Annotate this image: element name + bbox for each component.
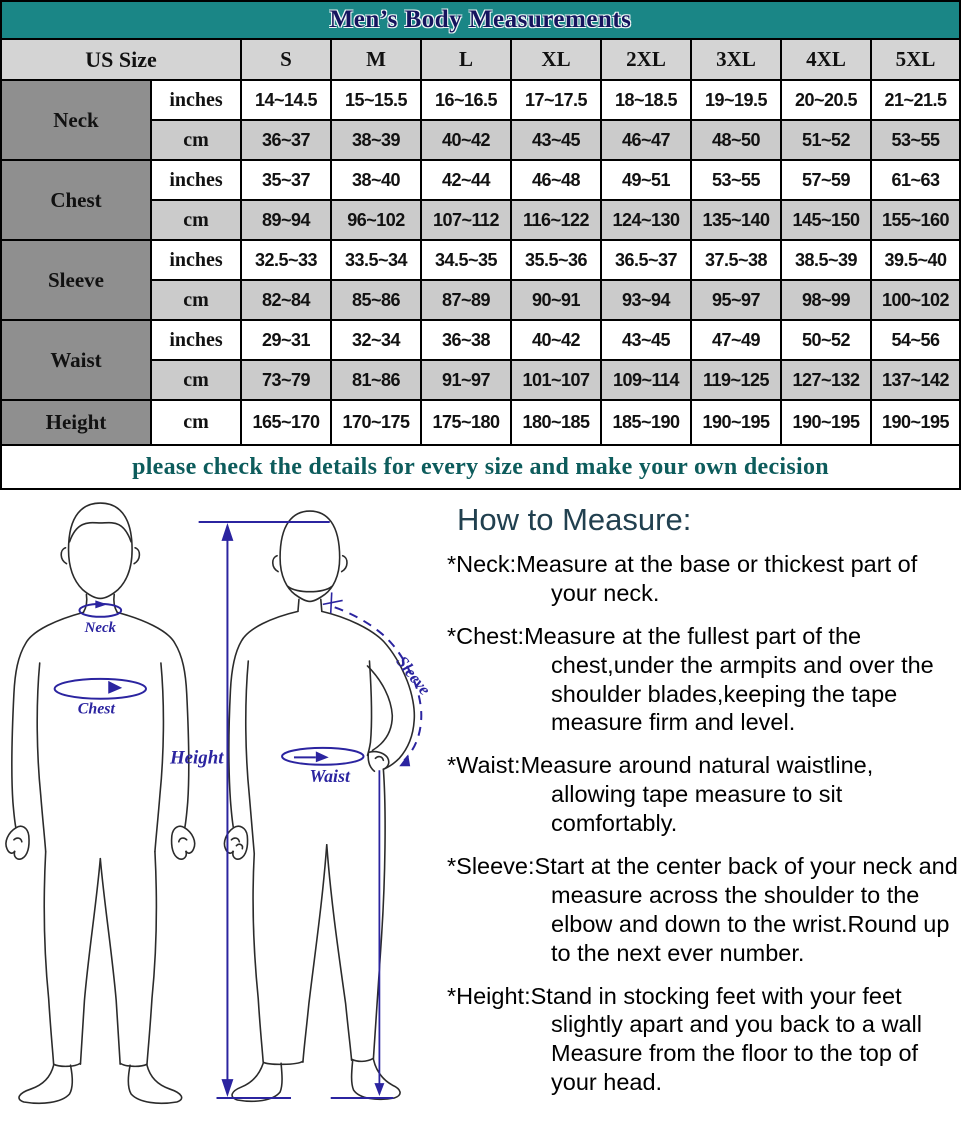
value-cell: 46~48: [511, 160, 601, 200]
measure-item-waist: [447, 751, 961, 838]
size-column-header: 2XL: [601, 39, 691, 80]
size-chart-body: [1, 1, 960, 489]
unit-label: inches: [151, 160, 241, 200]
value-cell: 90~91: [511, 280, 601, 320]
table-title: Men’s Body Measurements: [1, 1, 960, 39]
measure-item-text: Stand in stocking feet with your feet slightly apart and you back to a wall Measure from the floor to the top of your head.: [530, 982, 922, 1096]
us-size-header: US Size: [1, 39, 241, 80]
value-cell: 155~160: [871, 200, 960, 240]
value-cell: 81~86: [331, 360, 421, 400]
neck-label: Neck: [84, 620, 117, 637]
value-cell: 170~175: [331, 400, 421, 445]
height-arrowheads: [221, 523, 384, 1097]
value-cell: 51~52: [781, 120, 871, 160]
measurement-row: [1, 400, 960, 445]
value-cell: 38.5~39: [781, 240, 871, 280]
measure-item-height: [447, 982, 961, 1098]
value-cell: 180~185: [511, 400, 601, 445]
size-column-header: XL: [511, 39, 601, 80]
value-cell: 73~79: [241, 360, 331, 400]
value-cell: 32.5~33: [241, 240, 331, 280]
waist-label: Waist: [309, 766, 350, 787]
value-cell: 40~42: [511, 320, 601, 360]
measure-item-text: Measure around natural waistline, allowing tape measure to sit comfortably.: [520, 752, 874, 837]
footer-note: please check the details for every size and make your own decision: [1, 445, 960, 489]
unit-label: cm: [151, 360, 241, 400]
value-cell: 15~15.5: [331, 80, 421, 120]
value-cell: 137~142: [871, 360, 960, 400]
value-cell: 101~107: [511, 360, 601, 400]
value-cell: 175~180: [421, 400, 511, 445]
value-cell: 145~150: [781, 200, 871, 240]
value-cell: 119~125: [691, 360, 781, 400]
height-arrow: [199, 522, 394, 1098]
section-label: Chest: [1, 160, 151, 240]
value-cell: 185~190: [601, 400, 691, 445]
value-cell: 54~56: [871, 320, 960, 360]
value-cell: 18~18.5: [601, 80, 691, 120]
measure-item-label: *Neck:: [447, 551, 517, 577]
value-cell: 87~89: [421, 280, 511, 320]
measure-item-label: *Sleeve:: [447, 853, 535, 880]
unit-label: cm: [151, 120, 241, 160]
back-figure: [224, 511, 414, 1101]
value-cell: 95~97: [691, 280, 781, 320]
value-cell: 127~132: [781, 360, 871, 400]
measurement-annotations: [55, 592, 422, 764]
value-cell: 165~170: [241, 400, 331, 445]
value-cell: 39.5~40: [871, 240, 960, 280]
value-cell: 53~55: [871, 120, 960, 160]
section-label: Height: [1, 400, 151, 445]
value-cell: 57~59: [781, 160, 871, 200]
value-cell: 61~63: [871, 160, 960, 200]
value-cell: 20~20.5: [781, 80, 871, 120]
value-cell: 190~195: [781, 400, 871, 445]
value-cell: 48~50: [691, 120, 781, 160]
value-cell: 98~99: [781, 280, 871, 320]
value-cell: 34.5~35: [421, 240, 511, 280]
front-figure: [6, 503, 195, 1103]
value-cell: 43~45: [601, 320, 691, 360]
value-cell: 91~97: [421, 360, 511, 400]
measure-item-label: *Waist:: [447, 752, 521, 779]
unit-label: inches: [151, 240, 241, 280]
value-cell: 53~55: [691, 160, 781, 200]
unit-label: cm: [151, 400, 241, 445]
unit-label: cm: [151, 200, 241, 240]
section-label: Waist: [1, 320, 151, 400]
value-cell: 47~49: [691, 320, 781, 360]
value-cell: 43~45: [511, 120, 601, 160]
size-column-header: M: [331, 39, 421, 80]
value-cell: 116~122: [511, 200, 601, 240]
value-cell: 35.5~36: [511, 240, 601, 280]
size-chart-table: [0, 0, 961, 490]
size-column-header: 5XL: [871, 39, 960, 80]
measure-item-text: Measure at the base or thickest part of your neck.: [516, 551, 918, 606]
body-diagram: [0, 490, 437, 1128]
unit-label: inches: [151, 80, 241, 120]
value-cell: 36~38: [421, 320, 511, 360]
value-cell: 46~47: [601, 120, 691, 160]
value-cell: 32~34: [331, 320, 421, 360]
value-cell: 49~51: [601, 160, 691, 200]
measure-item-chest: [447, 622, 961, 738]
measure-item-text: Start at the center back of your neck and measure across the shoulder to the elbow and down to the wrist.Round up to the next ever number.: [534, 853, 958, 966]
value-cell: 89~94: [241, 200, 331, 240]
value-cell: 35~37: [241, 160, 331, 200]
height-label: Height: [170, 747, 224, 769]
value-cell: 16~16.5: [421, 80, 511, 120]
footer-note-row: [1, 445, 960, 489]
chest-label: Chest: [77, 700, 115, 718]
measurement-row: [1, 160, 960, 200]
section-label: Neck: [1, 80, 151, 160]
measurement-row: [1, 240, 960, 280]
measure-item-label: *Chest:: [447, 622, 525, 649]
value-cell: 85~86: [331, 280, 421, 320]
size-column-header: L: [421, 39, 511, 80]
value-cell: 36.5~37: [601, 240, 691, 280]
value-cell: 33.5~34: [331, 240, 421, 280]
value-cell: 100~102: [871, 280, 960, 320]
value-cell: 190~195: [871, 400, 960, 445]
body-diagram-svg: [0, 490, 437, 1123]
value-cell: 82~84: [241, 280, 331, 320]
how-to-measure-section: [437, 490, 961, 1128]
size-column-header: S: [241, 39, 331, 80]
annotation-arrowheads: [95, 600, 410, 769]
table-title-row: [1, 1, 960, 39]
value-cell: 124~130: [601, 200, 691, 240]
measure-item-sleeve: [447, 852, 961, 968]
value-cell: 36~37: [241, 120, 331, 160]
measure-item-text: Measure at the fullest part of the chest,under the armpits and over the shoulder blades,keeping the tape measure firm and level.: [524, 622, 934, 736]
value-cell: 42~44: [421, 160, 511, 200]
sleeve-label: Sleeve: [392, 652, 435, 699]
lower-section: [0, 490, 961, 1128]
value-cell: 38~39: [331, 120, 421, 160]
size-header-row: [1, 39, 960, 80]
measurement-row: [1, 320, 960, 360]
section-label: Sleeve: [1, 240, 151, 320]
unit-label: cm: [151, 280, 241, 320]
value-cell: 96~102: [331, 200, 421, 240]
value-cell: 93~94: [601, 280, 691, 320]
value-cell: 109~114: [601, 360, 691, 400]
size-column-header: 3XL: [691, 39, 781, 80]
value-cell: 29~31: [241, 320, 331, 360]
value-cell: 190~195: [691, 400, 781, 445]
unit-label: inches: [151, 320, 241, 360]
value-cell: 19~19.5: [691, 80, 781, 120]
value-cell: 21~21.5: [871, 80, 960, 120]
chest-ellipse: [55, 679, 146, 699]
size-column-header: 4XL: [781, 39, 871, 80]
measure-item-label: *Height:: [447, 982, 531, 1009]
value-cell: 135~140: [691, 200, 781, 240]
value-cell: 37.5~38: [691, 240, 781, 280]
value-cell: 50~52: [781, 320, 871, 360]
measure-item-neck: [447, 550, 961, 608]
value-cell: 38~40: [331, 160, 421, 200]
measurement-row: [1, 80, 960, 120]
value-cell: 40~42: [421, 120, 511, 160]
how-to-measure-heading: How to Measure:: [457, 502, 692, 537]
value-cell: 107~112: [421, 200, 511, 240]
value-cell: 17~17.5: [511, 80, 601, 120]
value-cell: 14~14.5: [241, 80, 331, 120]
